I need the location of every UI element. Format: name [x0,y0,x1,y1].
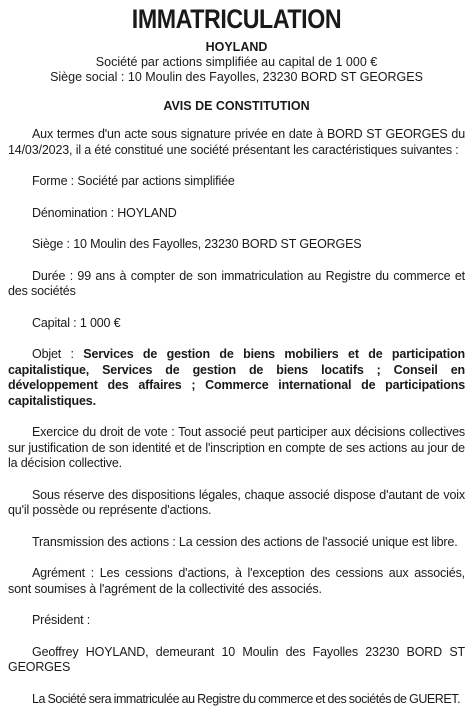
droit-de-vote-paragraph: Exercice du droit de vote : Tout associé peut participer aux décisions collectives sur justification de son identité et de l'inscription en compte de ses actions au jour de la décision collective. [8,425,465,472]
objet-label: Objet : [32,347,83,361]
section-title: AVIS DE CONSTITUTION [8,99,465,114]
transmission-paragraph: Transmission des actions : La cession des actions de l'associé unique est libre. [8,535,465,551]
company-form-line: Société par actions simplifiée au capital de 1 000 € [8,55,465,70]
objet-text: Services de gestion de biens mobiliers et de participation capitalistique, Services de gestion de biens locatifs ; Conseil en développement des affaires ; Commerce international de participations capitalistiques. [8,347,465,408]
siege-paragraph: Siège : 10 Moulin des Fayolles, 23230 BORD ST GEORGES [8,237,465,253]
immatriculation-paragraph: La Société sera immatriculée au Registre du commerce et des sociétés de GUERET. [8,692,465,707]
agrement-paragraph: Agrément : Les cessions d'actions, à l'exception des cessions aux associés, sont soumises à l'agrément de la collectivité des associés. [8,566,465,597]
head-office-line: Siège social : 10 Moulin des Fayolles, 23230 BORD ST GEORGES [8,70,465,85]
notice-heading: IMMATRICULATION [40,2,433,36]
company-name: HOYLAND [8,40,465,55]
objet-paragraph [8,347,465,409]
voix-paragraph: Sous réserve des dispositions légales, chaque associé dispose d'autant de voix qu'il possède ou représente d'actions. [8,488,465,519]
president-label: Président : [8,613,465,629]
duree-paragraph: Durée : 99 ans à compter de son immatriculation au Registre du commerce et des sociétés [8,269,465,300]
forme-paragraph: Forme : Société par actions simplifiée [8,174,465,190]
president-paragraph: Geoffrey HOYLAND, demeurant 10 Moulin des Fayolles 23230 BORD ST GEORGES [8,645,465,676]
capital-paragraph: Capital : 1 000 € [8,316,465,332]
denomination-paragraph: Dénomination : HOYLAND [8,206,465,222]
intro-paragraph: Aux termes d'un acte sous signature privée en date à BORD ST GEORGES du 14/03/2023, il a été constitué une société présentant les caractéristiques suivantes : [8,127,465,158]
